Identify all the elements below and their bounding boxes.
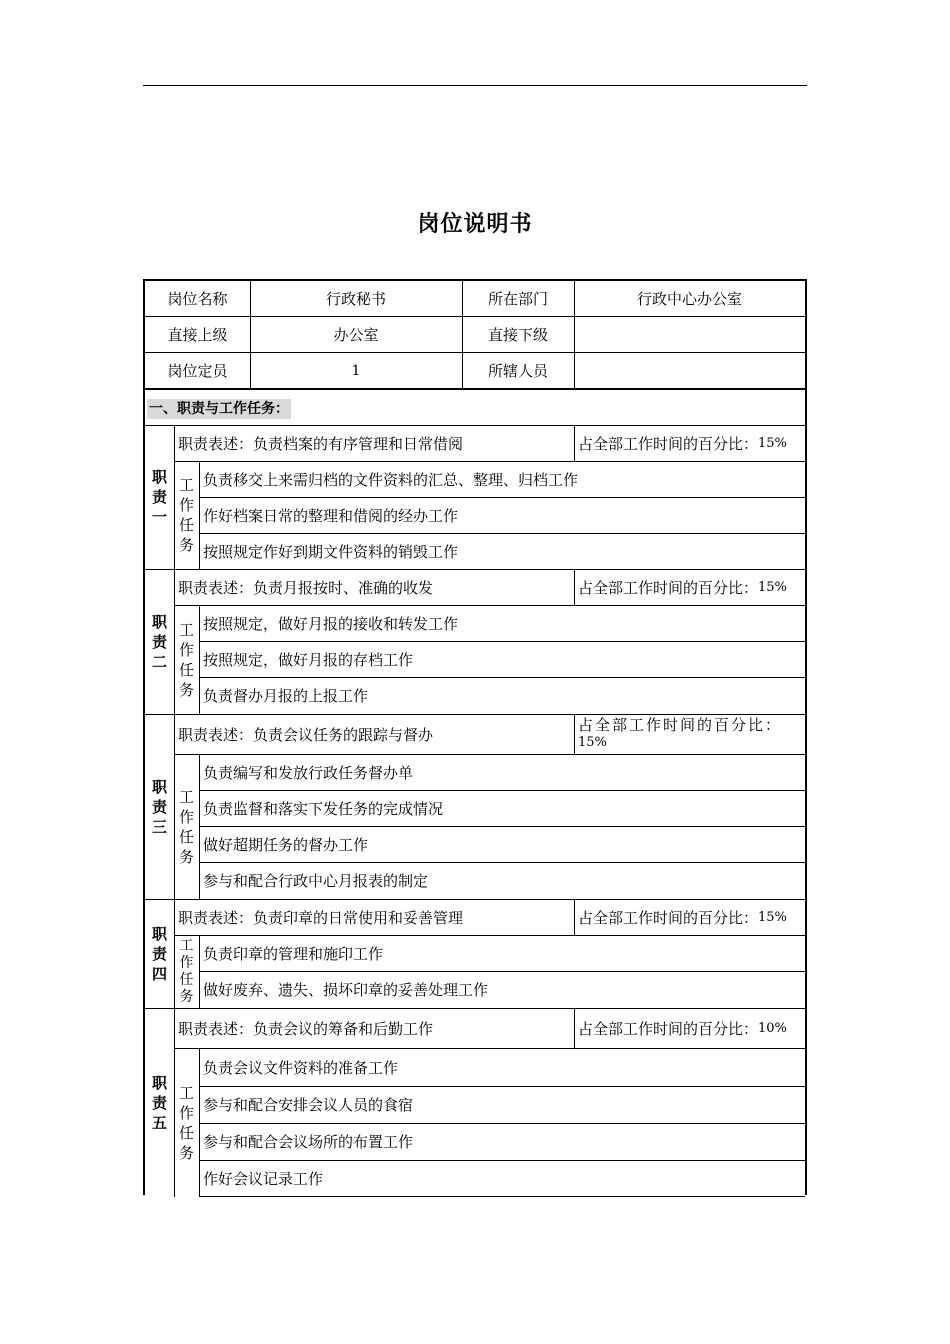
duty-2-task-label: 工 作 任 务 [178, 620, 194, 699]
page-title: 岗位说明书 [417, 212, 533, 237]
duty-3-name: 职 责 三 [151, 777, 167, 836]
value-headcount: 1 [351, 362, 361, 379]
duty-2-name: 职 责 二 [151, 612, 167, 671]
label-headcount: 岗位定员 [167, 362, 228, 380]
label-staff: 所辖人员 [487, 362, 548, 380]
duty-1-task: 按照规定作好到期文件资料的销毁工作 [203, 542, 459, 561]
duty-3-percent: 占全部工作时间的百分比： 15% [578, 716, 783, 750]
label-department: 所在部门 [487, 290, 548, 308]
section-heading: 一、职责与工作任务： [149, 401, 289, 417]
row-divider [199, 1196, 805, 1197]
duty-4-task: 负责印章的管理和施印工作 [203, 944, 384, 963]
duty-1-name: 职 责 一 [151, 468, 167, 526]
duty-5-percent: 占全部工作时间的百分比： 10% [578, 1019, 787, 1038]
duty-1-percent: 占全部工作时间的百分比： 15% [578, 434, 787, 453]
label-subordinate: 直接下级 [487, 326, 548, 344]
duty-3-task-label: 工 作 任 务 [178, 787, 194, 866]
duty-4-percent: 占全部工作时间的百分比： 15% [578, 908, 787, 927]
duty-5-task: 作好会议记录工作 [203, 1169, 324, 1188]
duty-4-name: 职 责 四 [151, 924, 167, 983]
value-subordinate [574, 317, 805, 352]
duty-2-percent: 占全部工作时间的百分比： 15% [578, 578, 787, 597]
value-superior: 办公室 [333, 326, 379, 344]
header-rule [143, 85, 807, 86]
duty-1-task-label: 工 作 任 务 [178, 476, 194, 554]
duty-3-task: 负责编写和发放行政任务督办单 [203, 763, 414, 782]
duty-3-task: 负责监督和落实下发任务的完成情况 [203, 799, 444, 818]
duty-5-task: 参与和配合安排会议人员的食宿 [203, 1096, 414, 1114]
duty-2-description: 职责表述：负责月报按时、准确的收发 [178, 578, 434, 597]
duty-3-task: 参与和配合行政中心月报表的制定 [203, 872, 429, 890]
duty-4-task: 做好废弃、遗失、损坏印章的妥善处理工作 [203, 981, 489, 999]
duty-2-task: 按照规定，做好月报的存档工作 [203, 650, 414, 669]
duty-3-task: 做好超期任务的督办工作 [203, 835, 369, 854]
duty-5-task: 负责会议文件资料的准备工作 [203, 1058, 399, 1077]
duty-3-description: 职责表述：负责会议任务的跟踪与督办 [178, 725, 434, 744]
duty-5-name: 职 责 五 [151, 1073, 167, 1132]
duty-2-task: 负责督办月报的上报工作 [203, 687, 369, 705]
job-description-table [143, 279, 807, 1195]
duty-2-task: 按照规定，做好月报的接收和转发工作 [203, 614, 459, 633]
duty-5-task-label: 工 作 任 务 [178, 1083, 194, 1162]
duty-5-description: 职责表述：负责会议的筹备和后勤工作 [178, 1020, 434, 1038]
duty-1-task: 作好档案日常的整理和借阅的经办工作 [203, 506, 459, 525]
row-divider [145, 388, 805, 390]
duty-1-description: 职责表述：负责档案的有序管理和日常借阅 [178, 434, 464, 453]
duty-4-description: 职责表述：负责印章的日常使用和妥善管理 [178, 908, 464, 927]
value-position-name: 行政秘书 [325, 290, 386, 308]
duty-1-task: 负责移交上来需归档的文件资料的汇总、整理、归档工作 [203, 470, 579, 489]
value-department: 行政中心办公室 [636, 290, 742, 308]
value-staff [574, 353, 805, 388]
label-superior: 直接上级 [167, 326, 228, 344]
duty-4-task-label: 工 作 任 务 [179, 937, 194, 1005]
duty-5-task: 参与和配合会议场所的布置工作 [203, 1133, 414, 1151]
label-position-name: 岗位名称 [167, 290, 228, 308]
